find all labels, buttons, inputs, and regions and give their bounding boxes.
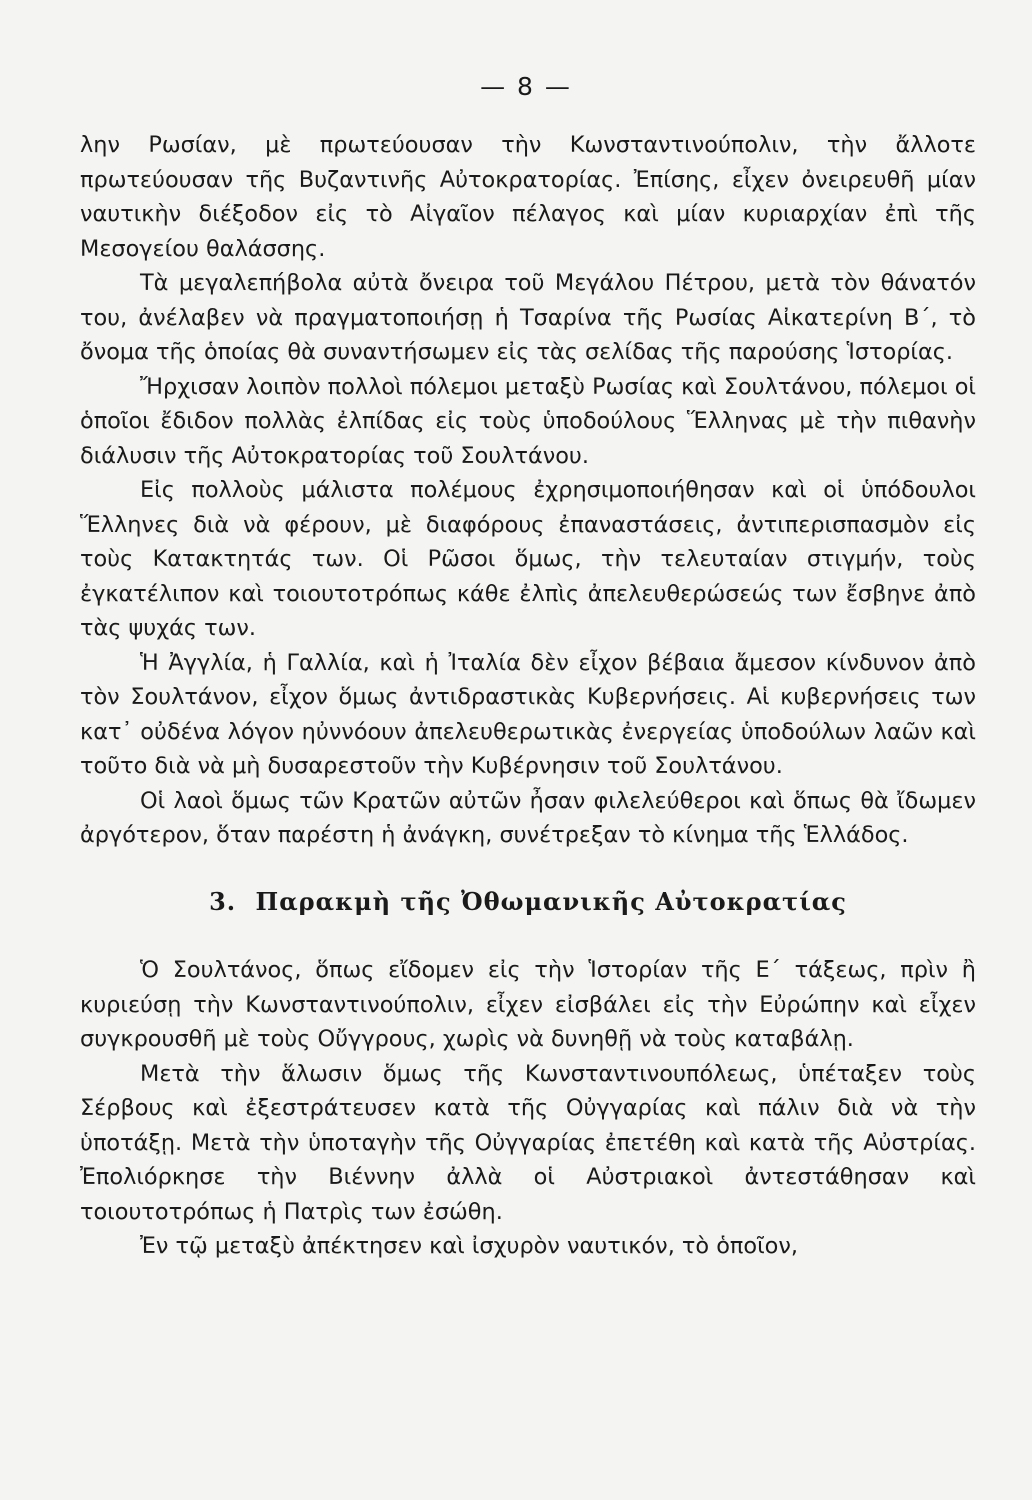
page-number: — 8 —	[480, 72, 572, 101]
paragraph: Μετὰ τὴν ἅλωσιν ὅμως τῆς Κωνσταντινουπόλεως, ὑπέταξεν τοὺς Σέρβους καὶ ἐξεστράτευσεν κατὰ τῆς Οὐγγαρίας καὶ πάλιν διὰ νὰ τὴν ὑποτάξῃ. Μετὰ τὴν ὑποταγὴν τῆς Οὐγγαρίας ἐπετέθη καὶ κατὰ τῆς Αὐστρίας. Ἐπολιόρκησε τὴν Βιέννην ἀλλὰ οἱ Αὐστριακοὶ ἀντεστάθησαν καὶ τοιουτοτρόπως ἡ Πατρὶς των ἐσώθη.	[80, 1060, 976, 1225]
paragraph: λην Ρωσίαν, μὲ πρωτεύουσαν τὴν Κωνσταντινούπολιν, τὴν ἄλλοτε πρωτεύουσαν τῆς Βυζαντινῆς Αὐτοκρατορίας. Ἐπίσης, εἶχεν ὀνειρευθῆ μίαν ναυτικὴν διέξοδον εἰς τὸ Αἰγαῖον πέλαγος καὶ μίαν κυριαρχίαν ἐπὶ τῆς Μεσογείου θαλάσσης.	[80, 132, 976, 262]
paragraph: Ὁ Σουλτάνος, ὅπως εἴδομεν εἰς τὴν Ἱστορίαν τῆς Ε΄ τάξεως, πρὶν ἢ κυριεύσῃ τὴν Κωνσταντινούπολιν, εἶχεν εἰσβάλει εἰς τὴν Εὐρώπην καὶ εἶχεν συγκρουσθῆ μὲ τοὺς Οὔγγρους, χωρὶς νὰ δυνηθῇ νὰ τοὺς καταβάλῃ.	[80, 957, 976, 1052]
paragraph: Ἤρχισαν λοιπὸν πολλοὶ πόλεμοι μεταξὺ Ρωσίας καὶ Σουλτάνου, πόλεμοι οἱ ὁποῖοι ἔδιδον πολλὰς ἐλπίδας εἰς τοὺς ὑποδούλους Ἕλληνας μὲ τὴν πιθανὴν διάλυσιν τῆς Αὐτοκρατορίας τοῦ Σουλτάνου.	[80, 373, 976, 469]
paragraph: Ἐν τῷ μεταξὺ ἀπέκτησεν καὶ ἰσχυρὸν ναυτικόν, τὸ ὁποῖον,	[140, 1233, 798, 1259]
section-heading	[80, 885, 976, 920]
paragraph: Τὰ μεγαλεπήβολα αὐτὰ ὄνειρα τοῦ Μεγάλου Πέτρου, μετὰ τὸν θάνατόν του, ἀνέλαβεν νὰ πραγματοποιήσῃ ἡ Τσαρίνα τῆς Ρωσίας Αἰκατερίνη Β΄, τὸ ὄνομα τῆς ὁποίας θὰ συναντήσωμεν εἰς τὰς σελίδας τῆς παρούσης Ἱστορίας.	[80, 270, 976, 365]
section-number: 3.	[209, 886, 237, 916]
section-title: Παρακμὴ τῆς Ὀθωμανικῆς Αὐτοκρατίας	[255, 886, 847, 916]
paragraph: Οἱ λαοὶ ὅμως τῶν Κρατῶν αὐτῶν ἦσαν φιλελεύθεροι καὶ ὅπως θὰ ἴδωμεν ἀργότερον, ὅταν παρέστη ἡ ἀνάγκη, συνέτρεξαν τὸ κίνημα τῆς Ἑλλάδος.	[80, 787, 976, 848]
page-body	[80, 128, 976, 1264]
paragraph: Εἰς πολλοὺς μάλιστα πολέμους ἐχρησιμοποιήθησαν καὶ οἱ ὑπόδουλοι Ἕλληνες διὰ νὰ φέρουν, μὲ διαφόρους ἐπαναστάσεις, ἀντιπερισπασμὸν εἰς τοὺς Κατακτητάς των. Οἱ Ρῶσοι ὅμως, τὴν τελευταίαν στιγμήν, τοὺς ἐγκατέλιπον καὶ τοιουτοτρόπως κάθε ἐλπὶς ἀπελευθερώσεώς των ἔσβηνε ἀπὸ τὰς ψυχάς των.	[80, 477, 976, 641]
paragraph: Ἡ Ἀγγλία, ἡ Γαλλία, καὶ ἡ Ἰταλία δὲν εἶχον βέβαια ἄμεσον κίνδυνον ἀπὸ τὸν Σουλτάνον, εἶχον ὅμως ἀντιδραστικὰς Κυβερνήσεις. Αἱ κυβερνήσεις των κατ᾿ οὐδένα λόγον ηὐννόουν ἀπελευθερωτικὰς ἐνεργείας ὑποδούλων λαῶν καὶ τοῦτο διὰ νὰ μὴ δυσαρεστοῦν τὴν Κυβέρνησιν τοῦ Σουλτάνου.	[80, 649, 976, 779]
